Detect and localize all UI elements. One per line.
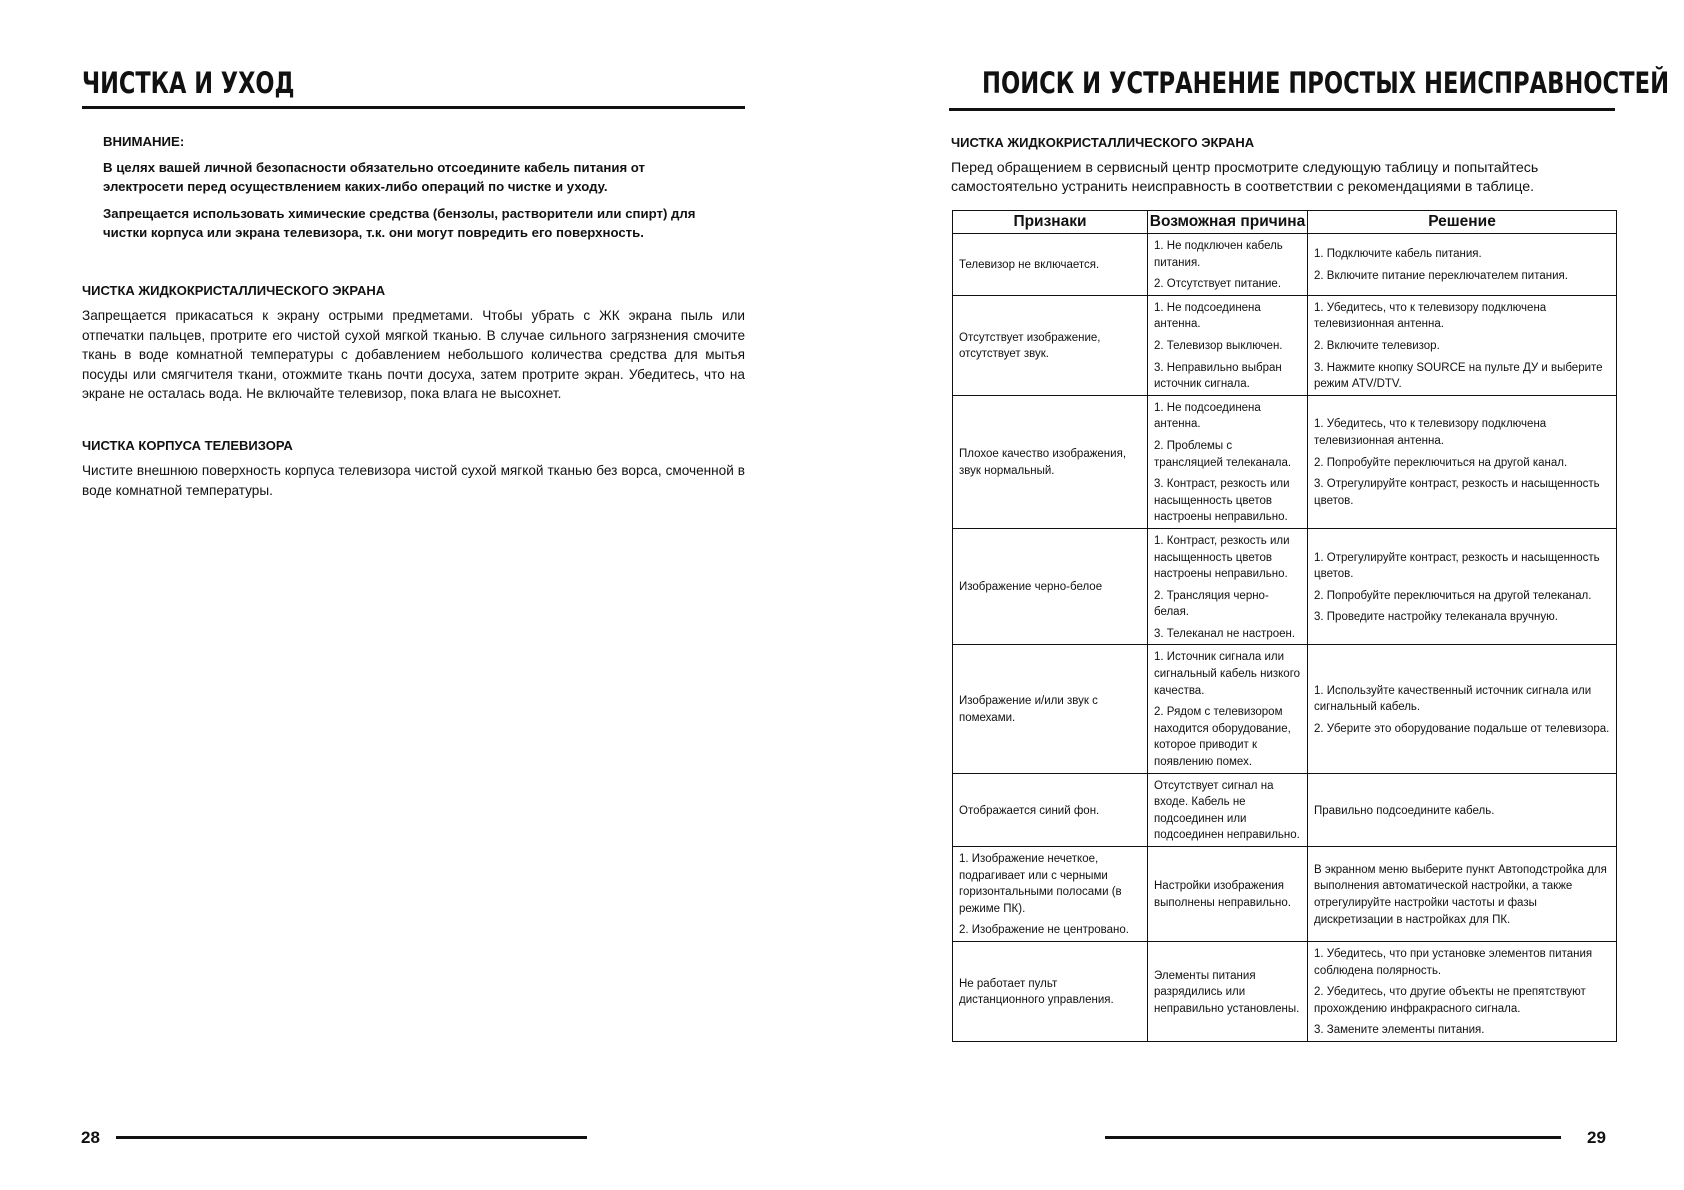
lcd-cleaning-heading: ЧИСТКА ЖИДКОКРИСТАЛЛИЧЕСКОГО ЭКРАНА	[82, 283, 386, 298]
table-row	[953, 395, 1617, 528]
warning-paragraph-1: В целях вашей личной безопасности обязательно отсоедините кабель питания от электросети перед осуществлением каких-либо операций по чистке и уходу.	[103, 160, 645, 194]
title-underline	[949, 108, 1615, 111]
symptom-item: Изображение и/или звук с помехами.	[959, 695, 1098, 725]
title-underline	[82, 106, 745, 109]
warning-block	[103, 132, 723, 250]
symptom-item: Телевизор не включается.	[959, 259, 1100, 272]
cause-item: 2. Отсутствует питание.	[1154, 278, 1282, 291]
cause-item: 3. Телеканал не настроен.	[1154, 627, 1296, 640]
solution-item: 2. Включите телевизор.	[1314, 339, 1440, 352]
cause-item: Отсутствует сигнал на входе. Кабель не подсоединен или подсоединен неправильно.	[1154, 779, 1300, 842]
symptom-cell	[953, 295, 1148, 395]
solution-item: В экранном меню выберите пункт Автоподстройка для выполнения автоматической настройки, а также отрегулируйте настройки частоты и фазы дискретизации в настройках для ПК.	[1314, 863, 1607, 926]
table-row	[953, 528, 1617, 645]
solution-item: 1. Используйте качественный источник сигнала или сигнальный кабель.	[1314, 684, 1592, 714]
solution-cell	[1308, 645, 1617, 773]
cause-item: 1. Не подключен кабель питания.	[1154, 240, 1283, 269]
cause-item: Настройки изображения выполнены неправильно.	[1154, 880, 1291, 909]
cause-cell	[1148, 645, 1308, 773]
solution-cell	[1308, 528, 1617, 645]
cause-item: 3. Неправильно выбран источник сигнала.	[1154, 361, 1282, 391]
case-cleaning-text: Чистите внешнюю поверхность корпуса телевизора чистой сухой мягкой тканью без ворса, смоченной в воде комнатной температуры.	[82, 463, 745, 498]
cause-cell	[1148, 395, 1308, 528]
header-solution: Решение	[1308, 211, 1617, 234]
cause-item: 1. Источник сигнала или сигнальный кабель низкого качества.	[1154, 651, 1301, 697]
solution-item: 2. Убедитесь, что другие объекты не препятствуют прохождению инфракрасного сигнала.	[1314, 986, 1586, 1015]
warning-title: ВНИМАНИЕ:	[103, 134, 185, 149]
cause-item: 2. Телевизор выключен.	[1154, 339, 1283, 352]
case-cleaning-heading: ЧИСТКА КОРПУСА ТЕЛЕВИЗОРА	[82, 438, 293, 453]
symptom-item: Изображение черно-белое	[959, 581, 1103, 594]
cause-cell	[1148, 847, 1308, 942]
symptom-item: Отсутствует изображение, отсутствует звук.	[959, 331, 1101, 361]
solution-cell	[1308, 234, 1617, 296]
solution-item: 2. Уберите это оборудование подальше от телевизора.	[1314, 722, 1610, 735]
cause-cell	[1148, 773, 1308, 846]
symptom-cell	[953, 395, 1148, 528]
solution-item: 3. Нажмите кнопку SOURCE на пульте ДУ и выберите режим ATV/DTV.	[1314, 361, 1603, 391]
header-symptoms: Признаки	[953, 211, 1148, 234]
cause-item: 3. Контраст, резкость или насыщенность цветов настроены неправильно.	[1154, 478, 1290, 524]
page-number-right: 29	[1587, 1128, 1606, 1147]
troubleshooting-subheading: ЧИСТКА ЖИДКОКРИСТАЛЛИЧЕСКОГО ЭКРАНА	[951, 135, 1255, 150]
cause-item: 1. Контраст, резкость или насыщенность цветов настроены неправильно.	[1154, 534, 1290, 581]
table-row	[953, 847, 1617, 942]
symptom-item: 1. Изображение нечеткое, подрагивает или с черными горизонтальными полосами (в режиме ПК).	[959, 853, 1122, 915]
solution-item: Правильно подсоедините кабель.	[1314, 804, 1495, 817]
solution-item: 1. Убедитесь, что при установке элементов питания соблюдена полярность.	[1314, 947, 1593, 977]
table-row	[953, 645, 1617, 773]
solution-cell	[1308, 847, 1617, 942]
symptom-cell	[953, 941, 1148, 1041]
solution-item: 3. Замените элементы питания.	[1314, 1024, 1485, 1037]
cause-item: 1. Не подсоединена антенна.	[1154, 301, 1261, 331]
solution-item: 2. Попробуйте переключиться на другой канал.	[1314, 456, 1568, 469]
symptom-item: Не работает пульт дистанционного управления.	[959, 977, 1114, 1007]
solution-cell	[1308, 773, 1617, 846]
cause-cell	[1148, 234, 1308, 296]
lcd-cleaning-text: Запрещается прикасаться к экрану острыми предметами. Чтобы убрать с ЖК экрана пыль или отпечатки пальцев, протрите его чистой сухой мягкой тканью. В случае сильного загрязнения смочите ткань в воде комнатной температуры с добавлением небольшого количества средства для мытья посуды или смягчителя ткани, отожмите ткань почти досуха, затем протрите экран. Убедитесь, что на экране не осталась вода. Не включайте телевизор, пока влага не высохнет.	[82, 308, 745, 402]
footer-rule-left	[116, 1136, 587, 1139]
symptom-cell	[953, 773, 1148, 846]
table-row	[953, 234, 1617, 296]
symptom-cell	[953, 234, 1148, 296]
table-row	[953, 773, 1617, 846]
solution-item: 2. Попробуйте переключиться на другой телеканал.	[1314, 589, 1592, 602]
solution-item: 3. Проведите настройку телеканала вручную.	[1314, 611, 1558, 624]
symptom-cell	[953, 645, 1148, 773]
warning-paragraph-2: Запрещается использовать химические средства (бензолы, растворители или спирт) для чистки корпуса или экрана телевизора, т.к. они могут повредить его поверхность.	[103, 206, 696, 240]
cause-cell	[1148, 528, 1308, 645]
right-page-title: ПОИСК И УСТРАНЕНИЕ ПРОСТЫХ НЕИСПРАВНОСТЕЙ	[982, 66, 1670, 100]
cause-cell	[1148, 941, 1308, 1041]
cause-item: 2. Рядом с телевизором находится оборудование, которое приводит к появлению помех.	[1154, 706, 1291, 769]
troubleshooting-intro: Перед обращением в сервисный центр просмотрите следующую таблицу и попытайтесь самостоятельно устранить неисправность в соответствии с рекомендациями в таблице.	[951, 160, 1539, 195]
cause-item: 1. Не подсоединена антенна.	[1154, 401, 1261, 431]
symptom-cell	[953, 847, 1148, 942]
solution-item: 2. Включите питание переключателем питания.	[1314, 269, 1568, 282]
solution-cell	[1308, 295, 1617, 395]
cause-item: 2. Трансляция черно-белая.	[1154, 589, 1269, 619]
right-page	[842, 0, 1684, 1190]
cause-cell	[1148, 295, 1308, 395]
solution-item: 1. Убедитесь, что к телевизору подключена телевизионная антенна.	[1314, 301, 1547, 331]
cause-item: 2. Проблемы с трансляцией телеканала.	[1154, 439, 1292, 469]
solution-item: 1. Подключите кабель питания.	[1314, 248, 1482, 261]
solution-item: 3. Отрегулируйте контраст, резкость и насыщенность цветов.	[1314, 478, 1600, 507]
solution-cell	[1308, 395, 1617, 528]
symptom-item: Плохое качество изображения, звук нормальный.	[959, 448, 1127, 477]
symptom-item: Отображается синий фон.	[959, 804, 1100, 817]
left-page-title: ЧИСТКА И УХОД	[82, 66, 295, 100]
troubleshooting-table	[952, 210, 1617, 1042]
footer-rule-right	[1105, 1136, 1561, 1139]
symptom-item: 2. Изображение не центровано.	[959, 924, 1129, 937]
table-row	[953, 941, 1617, 1041]
cause-item: Элементы питания разрядились или неправильно установлены.	[1154, 969, 1300, 1015]
page-number-left: 28	[81, 1128, 100, 1147]
table-row	[953, 295, 1617, 395]
table-header-row	[953, 211, 1617, 234]
symptom-cell	[953, 528, 1148, 645]
header-cause: Возможная причина	[1148, 211, 1308, 234]
solution-item: 1. Отрегулируйте контраст, резкость и насыщенность цветов.	[1314, 551, 1600, 581]
solution-cell	[1308, 941, 1617, 1041]
solution-item: 1. Убедитесь, что к телевизору подключена телевизионная антенна.	[1314, 418, 1547, 447]
